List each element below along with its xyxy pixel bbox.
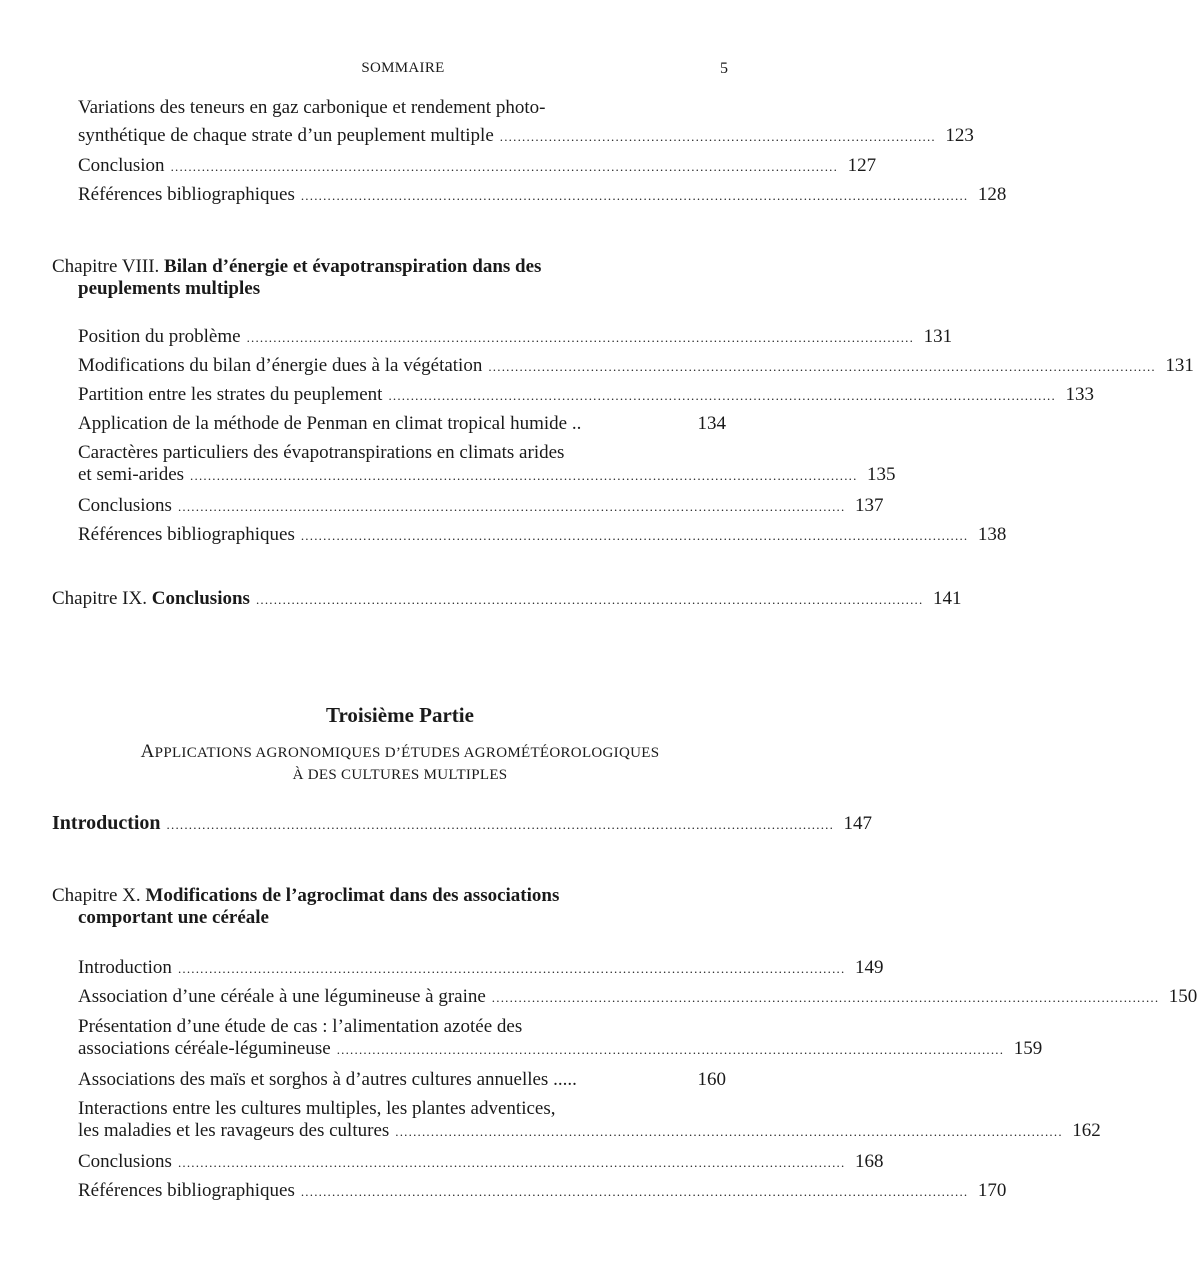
page-number: 5: [720, 60, 728, 77]
toc-page-number: 128: [977, 184, 1007, 205]
toc-block-chapter8: [78, 323, 1194, 550]
part-title: Troisième Partie: [326, 703, 474, 727]
chapter-title-line1: Modifications de l’agroclimat dans des associations: [145, 885, 560, 906]
chapter-entry-9: [52, 588, 962, 610]
chapter-label: Chapitre VIII.: [52, 256, 160, 277]
toc-entry-text-line1: Interactions entre les cultures multiples, les plantes adventices,: [78, 1098, 556, 1119]
leader-dots: ......................................................................................................................................................: [190, 468, 858, 483]
toc-entry-text: Conclusions: [78, 1151, 172, 1172]
toc-entry-text: Modifications du bilan d’énergie dues à la végétation: [78, 355, 483, 376]
page-header: [78, 60, 728, 84]
toc-entry-text: Association d’une céréale à une légumineuse à graine: [78, 986, 486, 1007]
leader-dots: ......................................................................................................................................................: [170, 159, 839, 174]
toc-page-number: 134: [697, 413, 726, 434]
toc-entry: [78, 410, 726, 438]
leader-dots: ......................................................................................................................................................: [300, 1184, 969, 1199]
leader-dots: ......................................................................................................................................................: [177, 961, 846, 976]
chapter-title-line2: comportant une céréale: [78, 907, 269, 928]
toc-entry-text-line2: et semi-arides: [78, 464, 185, 485]
leader-dots: ......................................................................................................................................................: [177, 499, 846, 514]
toc-entry: [78, 1094, 1101, 1148]
toc-page-number: 149: [854, 957, 884, 978]
chapter-heading-10: [52, 885, 727, 929]
part-subtitle-line1: [0, 740, 800, 765]
toc-page-number: 133: [1065, 384, 1094, 405]
toc-page-number: 131: [923, 326, 953, 347]
toc-entry-text: Références bibliographiques: [78, 1180, 295, 1201]
leader-dots: ......................................................................................................................................................: [491, 990, 1160, 1005]
leader-dots: ......................................................................................................................................................: [388, 388, 1056, 403]
toc-entry-text: Références bibliographiques: [78, 184, 295, 205]
toc-page-number: 170: [977, 1180, 1007, 1201]
toc-page-number: 137: [854, 495, 884, 516]
toc-entry: [78, 152, 877, 181]
toc-entry: [78, 521, 1007, 550]
toc-entry-text-line2: synthétique de chaque strate d’un peuplement multiple: [78, 125, 494, 146]
toc-block-chapter10: [78, 954, 1197, 1206]
toc-entry: [78, 438, 896, 492]
toc-entry-text: Partition entre les strates du peuplement: [78, 384, 383, 405]
toc-entry-text: Conclusion: [78, 155, 165, 176]
toc-page-number: 160: [697, 1069, 726, 1090]
chapter-title: Conclusions: [151, 588, 250, 609]
chapter-label: Chapitre X.: [52, 885, 141, 906]
toc-page-number: 162: [1072, 1120, 1101, 1141]
toc-block-chapter7-end: [78, 94, 1007, 210]
toc-entry: [78, 1177, 1007, 1206]
toc-entry: [78, 492, 884, 521]
leader-dots: ......................................................................................................................................................: [255, 592, 924, 607]
leader-dots: ......................................................................................................................................................: [300, 188, 969, 203]
chapter-heading-8: [52, 256, 727, 300]
part-subtitle-cap: A: [140, 741, 155, 762]
toc-entry-text: Associations des maïs et sorghos à d’autres cultures annuelles .....: [78, 1069, 577, 1090]
part-subtitle-line2: À DES CULTURES MULTIPLES: [292, 767, 508, 783]
toc-entry-text: Conclusions: [78, 495, 172, 516]
leader-dots: ..................................................................................................: [499, 129, 936, 144]
leader-dots: ......................................................................................................................................................: [177, 1155, 846, 1170]
toc-entry-text-line2: les maladies et les ravageurs des cultures: [78, 1120, 390, 1141]
toc-entry: [78, 94, 974, 152]
toc-entry-text-line1: Variations des teneurs en gaz carbonique et rendement photo-: [78, 97, 546, 118]
leader-dots: ......................................................................................................................................................: [246, 330, 915, 345]
toc-entry: [78, 181, 1007, 210]
leader-dots: ......................................................................................................................................................: [336, 1042, 1005, 1057]
toc-entry-text-line1: Caractères particuliers des évapotranspirations en climats arides: [78, 442, 565, 463]
toc-page-number: 147: [843, 813, 873, 834]
leader-dots: ......................................................................................................................................................: [395, 1124, 1063, 1139]
part-subtitle-rest: PPLICATIONS AGRONOMIQUES D’ÉTUDES AGROMÉTÉOROLOGIQUES: [154, 745, 660, 761]
toc-page-number: 150: [1168, 986, 1197, 1007]
running-title: SOMMAIRE: [361, 60, 445, 76]
toc-entry: [78, 352, 1194, 381]
toc-page-number: 138: [977, 524, 1007, 545]
chapter-label: Chapitre IX.: [52, 588, 147, 609]
toc-entry: [78, 1066, 726, 1094]
toc-entry: [78, 983, 1197, 1012]
toc-entry-text: Introduction: [78, 957, 172, 978]
toc-entry: [78, 954, 884, 983]
toc-entry: [78, 381, 1094, 410]
toc-page-number: 159: [1013, 1038, 1043, 1059]
leader-dots: ......................................................................................................................................................: [300, 528, 969, 543]
toc-page-number: 135: [867, 464, 896, 485]
toc-page-number: 127: [847, 155, 877, 176]
toc-entry-text: Position du problème: [78, 326, 241, 347]
toc-entry: [78, 1148, 884, 1177]
toc-entry-text: Références bibliographiques: [78, 524, 295, 545]
toc-entry-text: Application de la méthode de Penman en climat tropical humide ..: [78, 413, 582, 434]
leader-dots: ......................................................................................................................................................: [488, 359, 1156, 374]
introduction-title: Introduction: [52, 812, 161, 834]
toc-entry: [78, 1012, 1043, 1066]
leader-dots: ......................................................................................................................................................: [166, 817, 835, 832]
chapter-title-line2: peuplements multiples: [78, 278, 261, 299]
toc-page-number: 123: [945, 125, 974, 146]
toc-entry-text-line1: Présentation d’une étude de cas : l’alimentation azotée des: [78, 1016, 523, 1037]
toc-page-number: 141: [932, 588, 962, 609]
toc-entry-text-line2: associations céréale-légumineuse: [78, 1038, 331, 1059]
toc-page-number: 168: [854, 1151, 884, 1172]
introduction-entry: [52, 812, 873, 835]
chapter-title-line1: Bilan d’énergie et évapotranspiration dans des: [164, 256, 542, 277]
toc-entry: [78, 323, 953, 352]
toc-page-number: 131: [1165, 355, 1194, 376]
